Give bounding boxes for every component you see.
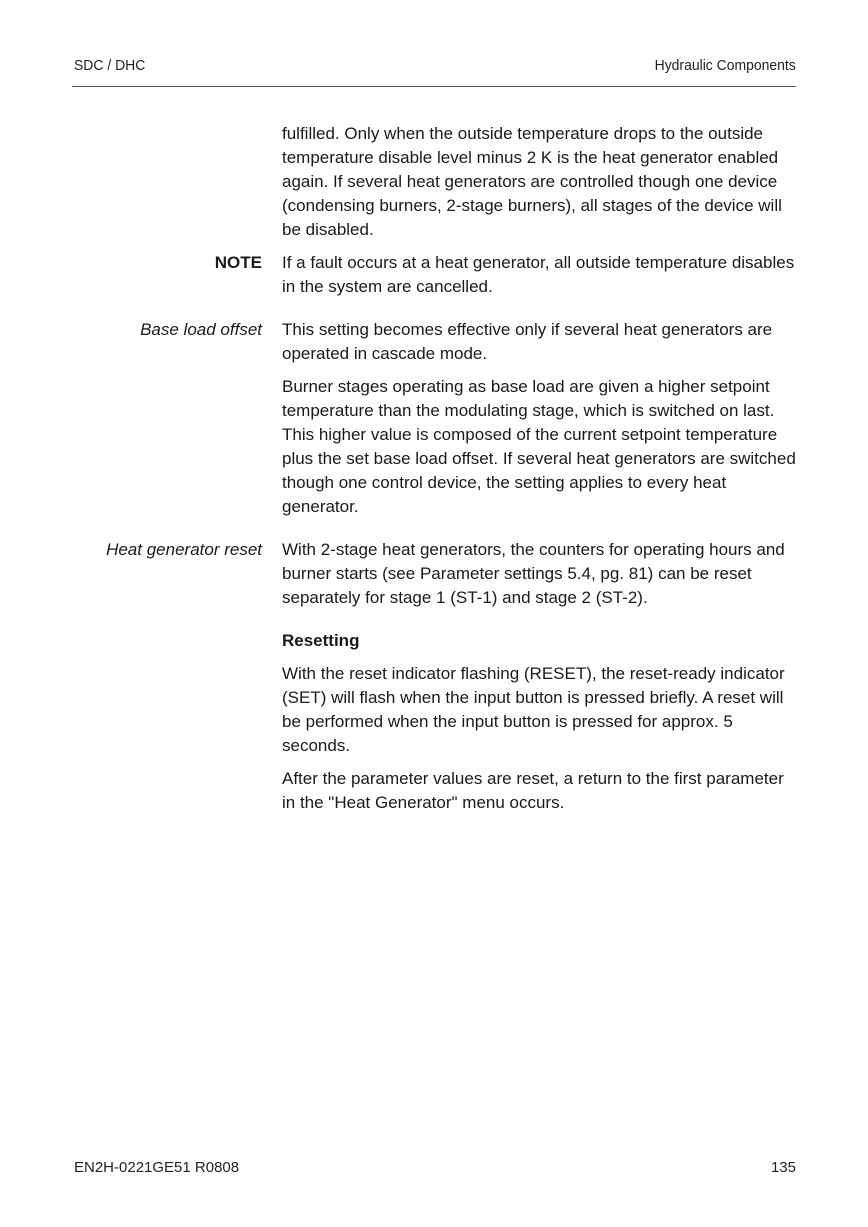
header-left: SDC / DHC bbox=[74, 57, 146, 74]
intro-row bbox=[0, 122, 868, 242]
page-number: 135 bbox=[770, 1159, 796, 1176]
note-row bbox=[0, 251, 868, 299]
page-header bbox=[74, 57, 745, 74]
base-load-paragraph-1: This setting becomes effective only if several heat generators are operated in cascade mode. bbox=[282, 320, 773, 363]
base-load-paragraph-2: Burner stages operating as base load are given a higher setpoint temperature than the modulating stage, which is switched on last. This higher value is composed of the current setpoint temperature plus the set base load offset. If several heat generators are switched though one control device, the setting applies to every heat generator. bbox=[282, 377, 796, 516]
resetting-paragraph-2: After the parameter values are reset, a return to the first parameter in the "Heat Generator" menu occurs. bbox=[282, 769, 784, 812]
page-header-right bbox=[655, 57, 796, 74]
base-load-row bbox=[0, 318, 868, 519]
resetting-heading: Resetting bbox=[282, 631, 360, 650]
note-label: NOTE bbox=[214, 253, 262, 272]
page-content bbox=[0, 122, 868, 815]
header-divider bbox=[72, 86, 796, 87]
header-right: Hydraulic Components bbox=[654, 57, 796, 74]
reset-row bbox=[0, 538, 868, 815]
resetting-paragraph-1: With the reset indicator flashing (RESET), the reset-ready indicator (SET) will flash when the input button is pressed briefly. A reset will be performed when the input button is pressed for approx. 5 seconds. bbox=[282, 664, 785, 755]
reset-paragraph-1: With 2-stage heat generators, the counters for operating hours and burner starts (see Parameter settings 5.4, pg. 81) can be reset separately for stage 1 (ST-1) and stage 2 (ST-2). bbox=[282, 540, 785, 607]
note-text: If a fault occurs at a heat generator, all outside temperature disables in the system are cancelled. bbox=[282, 253, 795, 296]
intro-paragraph: fulfilled. Only when the outside temperature drops to the outside temperature disable level minus 2 K is the heat generator enabled again. If several heat generators are controlled though one device (condensing burners, 2-stage burners), all stages of the device will be disabled. bbox=[282, 124, 782, 239]
reset-label: Heat generator reset bbox=[106, 540, 262, 559]
document-code: EN2H-0221GE51 R0808 bbox=[74, 1159, 240, 1176]
base-load-label: Base load offset bbox=[140, 320, 262, 339]
